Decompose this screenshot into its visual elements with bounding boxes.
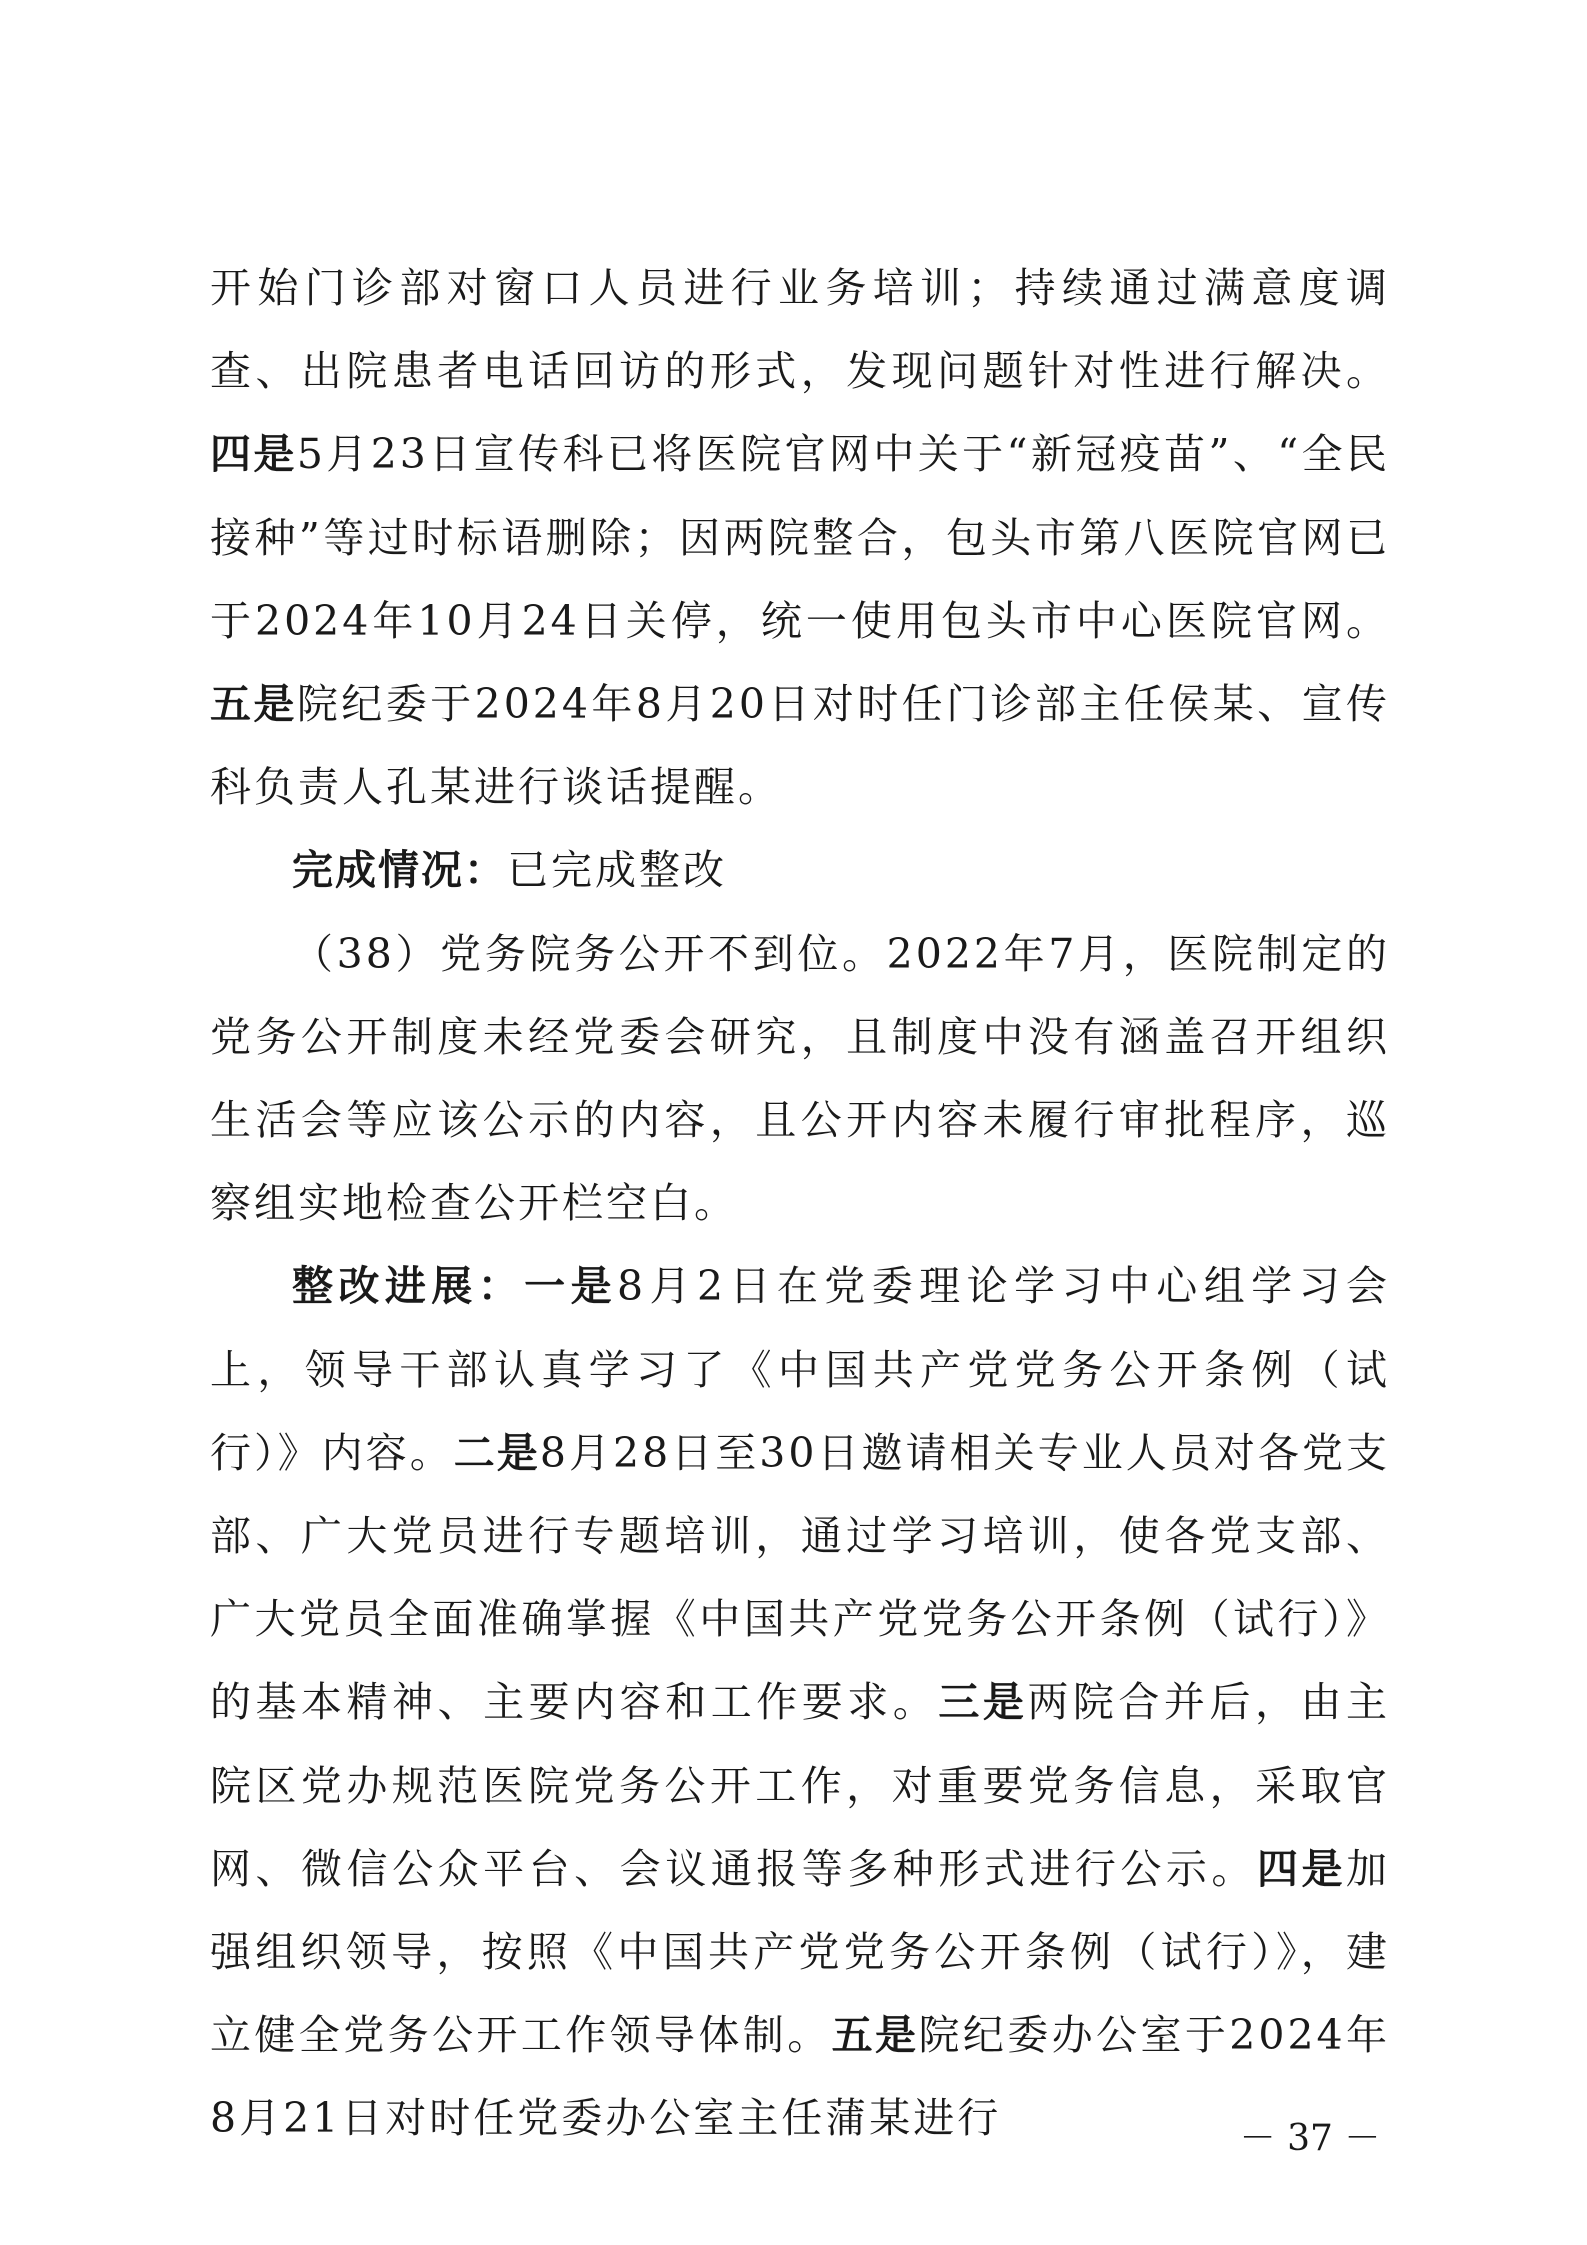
bold-marker: 四是 [1256, 1844, 1347, 1893]
rectification-progress [210, 1245, 1390, 2160]
issue-text: （38）党务院务公开不到位。2022年7月，医院制定的党务公开制度未经党委会研究，且制度中没有涵盖召开组织生活会等应该公示的内容，且公开内容未履行审批程序，巡察组实地检查公开栏空白。 [210, 929, 1390, 1228]
progress-label: 整改进展： [292, 1262, 525, 1311]
text-run: 两院合并后，由主院区党办规范医院党务公开工作，对重要党务信息，采取官网、微信公众平台、会议通报等多种形式进行公示。 [210, 1678, 1391, 1893]
text-run: 院纪委办公室于2024年8月21日对时任党委办公室主任蒲某进行 [210, 2011, 1391, 2143]
text-run: 8月28日至30日邀请相关专业人员对各党支部、广大党员进行专题培训，通过学习培训，使各党支部、广大党员全面准确掌握《中国共产党党务公开条例（试行）》的基本精神、主要内容和工作要求。 [210, 1428, 1391, 1727]
text-run: 院纪委于2024年8月20日对时任门诊部主任侯某、宣传科负责人孔某进行谈话提醒。 [210, 680, 1390, 812]
completion-label: 完成情况： [292, 846, 507, 895]
paragraph-continued [210, 247, 1390, 829]
text-run: 开始门诊部对窗口人员进行业务培训；持续通过满意度调查、出院患者电话回访的形式，发现问题针对性进行解决。 [210, 264, 1390, 396]
issue-paragraph [210, 913, 1390, 1246]
document-body [210, 247, 1390, 2161]
text-run: 加强组织领导，按照《中国共产党党务公开条例（试行）》，建立健全党务公开工作领导体制。 [210, 1844, 1391, 2060]
bold-marker: 二是 [453, 1428, 540, 1477]
text-run: 5月23日宣传科已将医院官网中关于“新冠疫苗”、“全民接种”等过时标语删除；因两院整合，包头市第八医院官网已于2024年10月24日关停，统一使用包头市中心医院官网。 [210, 430, 1391, 645]
page-number: － 37 － [1239, 2118, 1381, 2159]
bold-marker: 一是 [524, 1262, 617, 1311]
bold-marker: 四是 [210, 430, 297, 479]
bold-marker: 三是 [938, 1678, 1028, 1727]
text-run: 8月2日在党委理论学习中心组学习会上，领导干部认真学习了《中国共产党党务公开条例（试行）》内容。 [210, 1262, 1391, 1477]
completion-status [210, 829, 1390, 912]
completion-value: 已完成整改 [507, 846, 727, 895]
bold-marker: 五是 [831, 2011, 919, 2060]
bold-marker: 五是 [210, 680, 297, 729]
